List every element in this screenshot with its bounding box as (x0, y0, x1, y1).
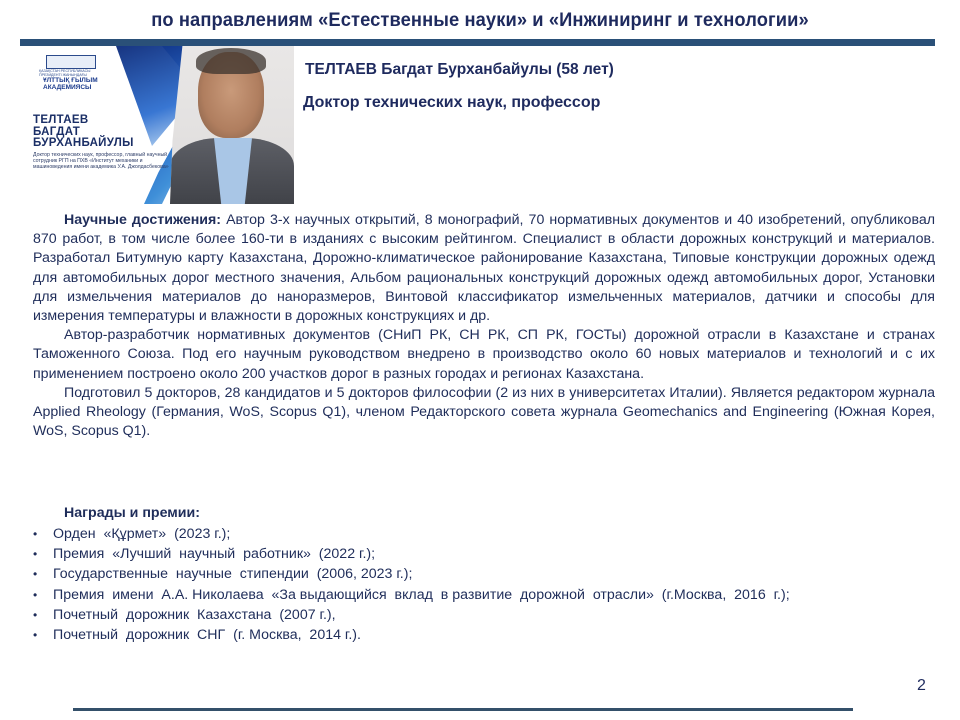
card-description: Доктор технических наук, профессор, главный научный сотрудник РГП на ПХВ «Институт механики и машиноведения имени академика У.А. Джолдасбекова» (33, 152, 169, 171)
person-degree: Доктор технических наук, профессор (303, 94, 601, 111)
standards-paragraph: Автор-разработчик нормативных документов (СНиП РК, СН РК, СП РК, ГОСТы) дорожной отрасли в Казахстане и странах Таможенного Союза. Под его научным руководством внедрено в производство около 60 новых материалов и технологий и с их применением построено около 200 участков дорог в разных городах и регионах Казахстана. (33, 327, 935, 382)
page-number: 2 (917, 677, 926, 694)
logo-caption: ҚАЗАҚСТАН РЕСПУБЛИКАСЫ ПРЕЗИДЕНТІ ЖАНЫНДАҒЫ (39, 69, 91, 77)
supervision-paragraph: Подготовил 5 докторов, 28 кандидатов и 5 докторов философии (2 из них в университетах Италии). Является редактором журнала Applied Rheology (Германия, WoS, Scopus Q1), членом Редакторского совета журнала Geomechanics and Engineering (Южная Корея, WoS, Scopus Q1). (33, 384, 935, 440)
card-name-line1: ТЕЛТАЕВ (33, 114, 89, 126)
card-name-line3: БУРХАНБАЙУЛЫ (33, 137, 134, 149)
card-person-name (33, 115, 134, 150)
award-item: • Орден «Құрмет» (2023 г.); (33, 524, 790, 544)
award-item: • Почетный дорожник СНГ (г. Москва, 2014 г.). (33, 625, 790, 645)
footer-divider (73, 708, 853, 711)
achievements-paragraph (33, 211, 935, 326)
biography-body (33, 211, 935, 441)
achievements-label: Научные достижения: (64, 212, 222, 228)
photo-hair (196, 48, 266, 74)
award-item: • Государственные научные стипендии (2006, 2023 г.); (33, 564, 790, 584)
award-item: • Премия имени А.А. Николаева «За выдающийся вклад в развитие дорожной отрасли» (г.Москва, 2016 г.); (33, 585, 790, 605)
awards-list (33, 524, 790, 645)
portrait-card (26, 46, 294, 204)
card-name-line2: БАГДАТ (33, 125, 81, 138)
person-name: ТЕЛТАЕВ Багдат Бурханбайулы (58 лет) (305, 61, 614, 78)
logo-name (43, 77, 98, 91)
achievements-text: Автор 3-х научных открытий, 8 монографий, 70 нормативных документов и 40 изобретений, опубликовал 870 работ, в том числе более 160-ти в изданиях с высоким рейтингом. Специалист в области дорожных конструкций и материалов. Разработал Битумную карту Казахстана, Дорожно-климатическое районирование Казахстана, Типовые конструкции дорожных одежд для автомобильных дорог местного значения, Альбом рациональных конструкций дорожных одежд автомобильных дорог, Установки для измельчения материалов до наноразмеров, Винтовой классификатор измельченных материалов, датчики и способы для измерения температуры и влажности в дорожных конструкциях и др. (33, 212, 935, 325)
academy-logo-icon (46, 55, 96, 69)
awards-heading: Награды и премии: (64, 505, 200, 521)
header-accent-bar (20, 39, 935, 46)
logo-name-line1: ҰЛТТЫҚ ҒЫЛЫМ (43, 77, 98, 84)
award-item: • Почетный дорожник Казахстана (2007 г.), (33, 605, 790, 625)
award-item: • Премия «Лучший научный работник» (2022 г.); (33, 544, 790, 564)
portrait-photo (170, 46, 294, 204)
slide-title: по направлениям «Естественные науки» и «Инжиниринг и технологии» (151, 9, 809, 31)
logo-name-line2: АКАДЕМИЯСЫ (43, 84, 92, 91)
